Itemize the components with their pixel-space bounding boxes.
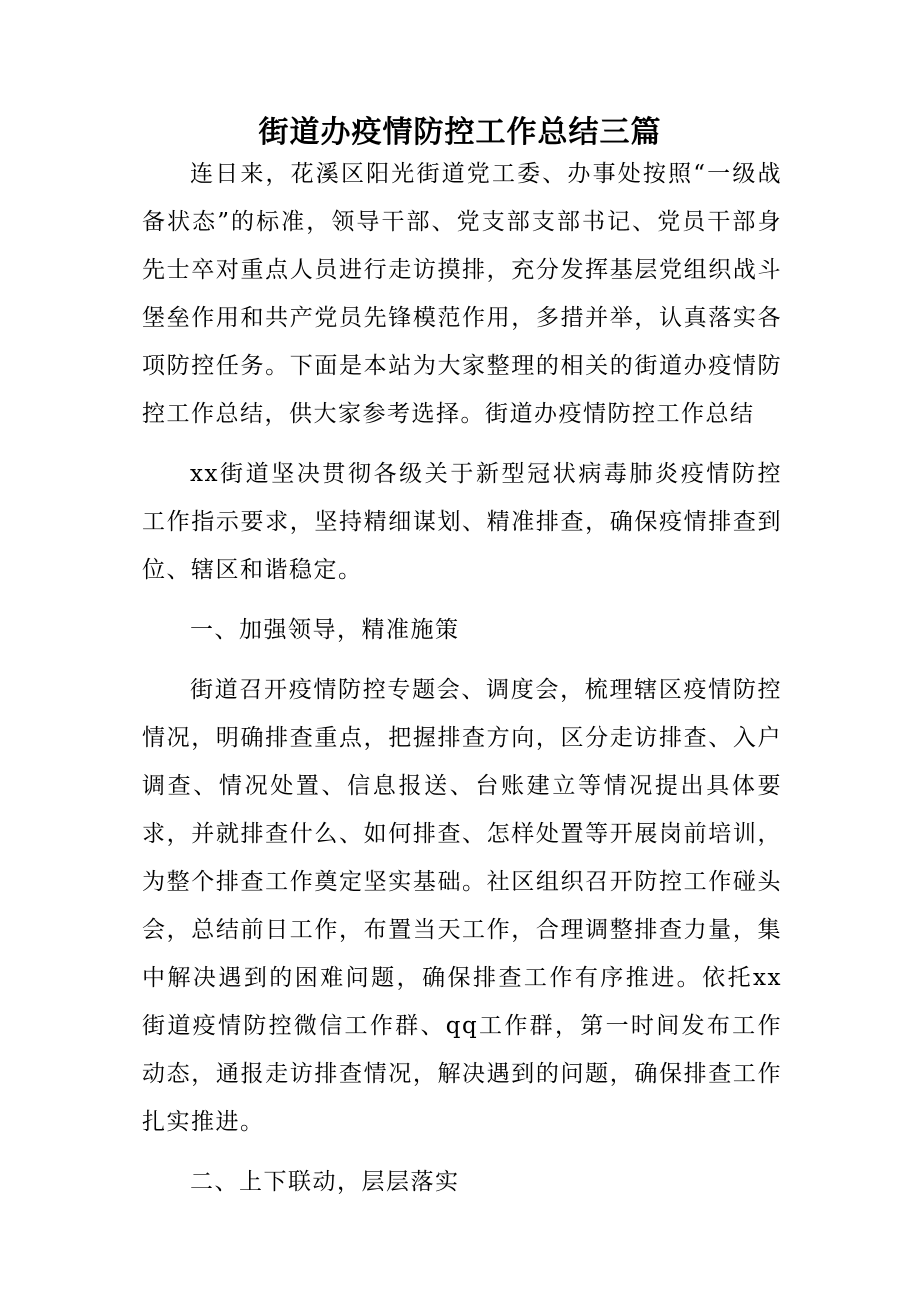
paragraph-intro: 连日来，花溪区阳光街道党工委、办事处按照“一级战备状态”的标准，领导干部、党支部支部书记、党员干部身先士卒对重点人员进行走访摸排，充分发挥基层党组织战斗堡垒作用和共产党员先锋模范作用，多措并举，认真落实各项防控任务。下面是本站为大家整理的相关的街道办疫情防控工作总结，供大家参考选择。街道办疫情防控工作总结 xyxy=(142,161,782,427)
paragraph-summary: xx街道坚决贯彻各级关于新型冠状病毒肺炎疫情防控工作指示要求，坚持精细谋划、精准排查，确保疫情排查到位、辖区和谐稳定。 xyxy=(142,461,782,583)
paragraph-section-1: 街道召开疫情防控专题会、调度会，梳理辖区疫情防控情况，明确排查重点，把握排查方向，区分走访排查、入户调查、情况处置、信息报送、台账建立等情况提出具体要求，并就排查什么、如何排查、怎样处置等开展岗前培训，为整个排查工作奠定坚实基础。社区组织召开防控工作碰头会，总结前日工作，布置当天工作，合理调整排查力量，集中解决遇到的困难问题，确保排查工作有序推进。依托xx街道疫情防控微信工作群、qq工作群，第一时间发布工作动态，通报走访排查情况，解决遇到的问题，确保排查工作扎实推进。 xyxy=(142,677,782,1135)
document-title: 街道办疫情防控工作总结三篇 xyxy=(258,115,662,150)
section-heading-1: 一、加强领导，精准施策 xyxy=(190,617,460,643)
section-heading-2: 二、上下联动，层层落实 xyxy=(190,1169,460,1195)
document-body xyxy=(142,150,782,1218)
